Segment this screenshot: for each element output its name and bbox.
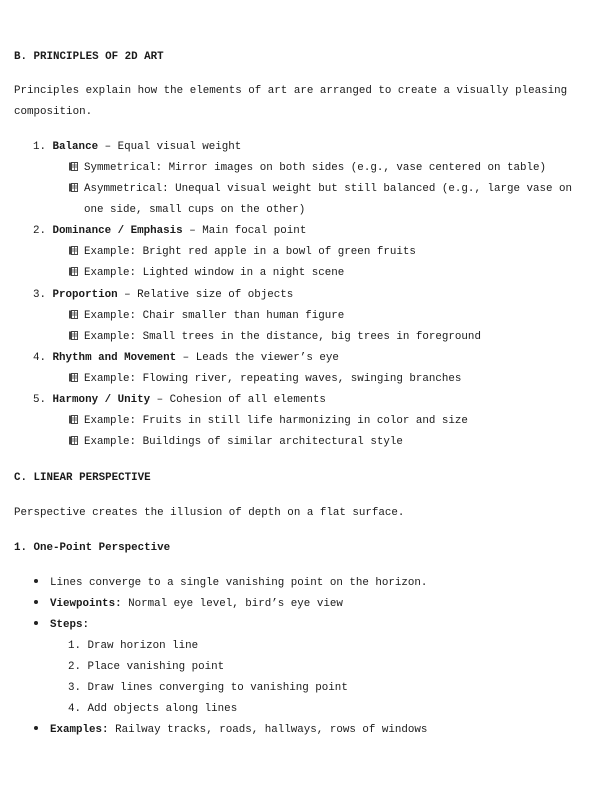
ledger-icon xyxy=(69,331,78,340)
example-text-continuation: one side, small cups on the other) xyxy=(84,204,306,216)
bullet-label: Examples: xyxy=(50,724,109,736)
example-item xyxy=(69,245,416,259)
bullet-item xyxy=(34,723,427,737)
bullet-label: Viewpoints: xyxy=(50,598,122,610)
example-item xyxy=(69,435,403,449)
ledger-icon xyxy=(69,373,78,382)
example-text: Example: Flowing river, repeating waves, swinging branches xyxy=(84,373,462,385)
example-text: Example: Chair smaller than human figure xyxy=(84,310,345,322)
principle-desc: – Cohesion of all elements xyxy=(150,394,326,406)
bullet-text: Railway tracks, roads, hallways, rows of windows xyxy=(108,724,428,736)
bullet-dot-icon xyxy=(34,726,38,730)
principle-desc: – Relative size of objects xyxy=(117,289,294,301)
section-b-intro-line1: Principles explain how the elements of art are arranged to create a visually pleasing xyxy=(14,85,568,97)
principle-item-harmony xyxy=(33,393,326,407)
bullet-item xyxy=(34,618,89,632)
section-b-heading: B. PRINCIPLES OF 2D ART xyxy=(14,51,164,63)
example-item xyxy=(69,161,546,175)
principle-item-rhythm xyxy=(33,351,339,365)
example-item xyxy=(69,266,344,280)
ledger-icon xyxy=(69,436,78,445)
principle-desc: – Equal visual weight xyxy=(98,141,242,153)
principle-desc: – Leads the viewer’s eye xyxy=(176,352,339,364)
step-text: Draw horizon line xyxy=(87,640,199,652)
principle-name: Dominance / Emphasis xyxy=(52,225,183,237)
step-text: Add objects along lines xyxy=(87,703,238,715)
principle-name: Harmony / Unity xyxy=(52,394,151,406)
bullet-dot-icon xyxy=(34,621,38,625)
bullet-item xyxy=(34,597,343,611)
ledger-icon xyxy=(69,183,78,192)
step-item xyxy=(68,639,198,653)
example-text: Example: Small trees in the distance, big trees in foreground xyxy=(84,331,481,343)
bullet-dot-icon xyxy=(34,579,38,583)
bullet-item xyxy=(34,576,427,590)
bullet-text: Lines converge to a single vanishing point on the horizon. xyxy=(50,577,428,589)
principle-name: Proportion xyxy=(52,289,118,301)
step-text: Place vanishing point xyxy=(87,661,225,673)
step-item xyxy=(68,660,224,674)
principle-item-dominance xyxy=(33,224,306,238)
ledger-icon xyxy=(69,415,78,424)
step-number: 3. xyxy=(68,682,82,694)
example-text: Example: Fruits in still life harmonizing in color and size xyxy=(84,415,468,427)
example-item xyxy=(69,330,481,344)
ledger-icon xyxy=(69,162,78,171)
step-number: 4. xyxy=(68,703,82,715)
example-text: Example: Lighted window in a night scene xyxy=(84,267,345,279)
bullet-label: Steps: xyxy=(50,619,90,631)
principle-item-proportion xyxy=(33,288,293,302)
principle-number: 1. xyxy=(33,141,47,153)
example-text: Example: Buildings of similar architectural style xyxy=(84,436,403,448)
step-item xyxy=(68,702,237,716)
example-text: Example: Bright red apple in a bowl of green fruits xyxy=(84,246,416,258)
ledger-icon xyxy=(69,246,78,255)
ledger-icon xyxy=(69,267,78,276)
example-item xyxy=(69,372,461,386)
ledger-icon xyxy=(69,310,78,319)
step-number: 2. xyxy=(68,661,82,673)
principle-desc: – Main focal point xyxy=(182,225,307,237)
step-text: Draw lines converging to vanishing point xyxy=(87,682,348,694)
principle-name: Balance xyxy=(52,141,99,153)
example-text: Symmetrical: Mirror images on both sides (e.g., vase centered on table) xyxy=(84,162,547,174)
section-c-heading: C. LINEAR PERSPECTIVE xyxy=(14,472,151,484)
section-c-intro: Perspective creates the illusion of depth on a flat surface. xyxy=(14,507,405,519)
section-b-intro-line2: composition. xyxy=(14,106,93,118)
principle-number: 3. xyxy=(33,289,47,301)
principle-number: 2. xyxy=(33,225,47,237)
example-text: Asymmetrical: Unequal visual weight but still balanced (e.g., large vase on xyxy=(84,183,573,195)
step-number: 1. xyxy=(68,640,82,652)
step-item xyxy=(68,681,348,695)
principle-name: Rhythm and Movement xyxy=(52,352,177,364)
bullet-text: Normal eye level, bird’s eye view xyxy=(121,598,343,610)
principle-item-balance xyxy=(33,140,241,154)
example-item xyxy=(69,309,344,323)
example-item xyxy=(69,414,468,428)
section-c-subheading: 1. One-Point Perspective xyxy=(14,542,171,554)
principle-number: 5. xyxy=(33,394,47,406)
bullet-dot-icon xyxy=(34,600,38,604)
principle-number: 4. xyxy=(33,352,47,364)
example-item xyxy=(69,182,572,196)
